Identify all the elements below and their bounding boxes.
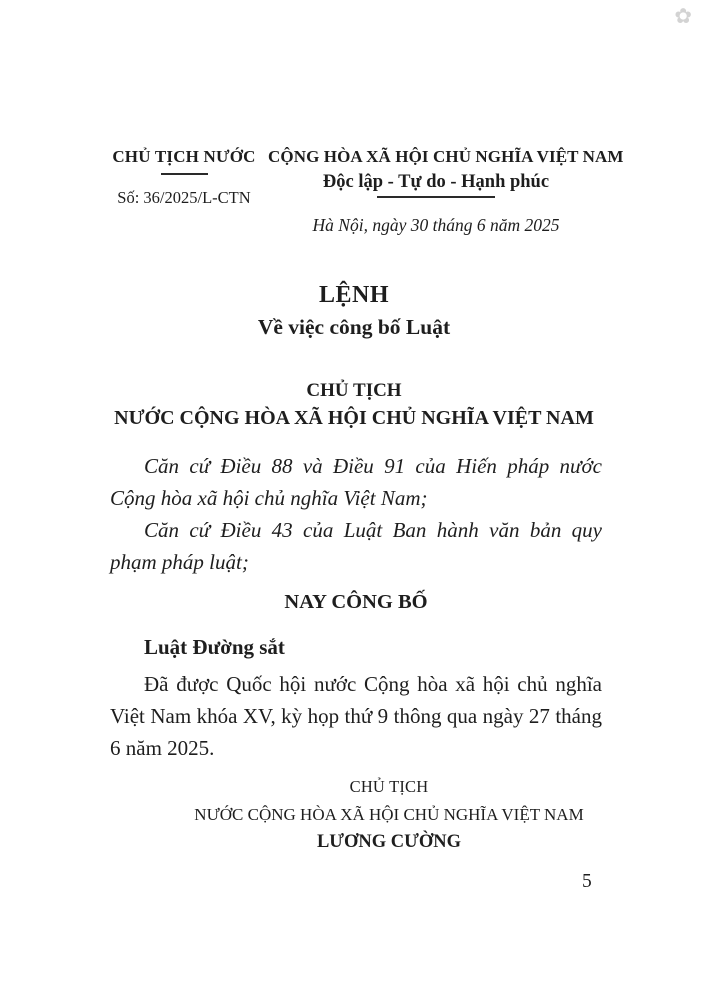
issuer-title: CHỦ TỊCH [306, 380, 402, 401]
national-title: CỘNG HÒA XÃ HỘI CHỦ NGHĨA VIỆT NAM [268, 147, 624, 166]
signature-block [194, 777, 584, 853]
document-number: Số: 36/2025/L-CTN [117, 188, 251, 207]
law-name: Luật Đường sắt [144, 635, 285, 659]
document-body [110, 450, 602, 853]
header-right-block [268, 147, 624, 236]
national-motto: Độc lập - Tự do - Hạnh phúc [322, 172, 550, 192]
passage-paragraph: Đã được Quốc hội nước Cộng hòa xã hội chủ nghĩa Việt Nam khóa XV, kỳ họp thứ 9 thông qua ngày 27 tháng 6 năm 2025. [110, 672, 602, 760]
motto-divider [377, 196, 495, 198]
preamble-paragraph-1: Căn cứ Điều 88 và Điều 91 của Hiến pháp nước Cộng hòa xã hội chủ nghĩa Việt Nam; [110, 454, 602, 510]
title-block [0, 282, 708, 340]
florette-icon: ✿ [674, 4, 692, 28]
authority-divider [161, 173, 208, 175]
signer-name: LƯƠNG CƯỜNG [316, 832, 462, 852]
preamble-paragraph-2: Căn cứ Điều 43 của Luật Ban hành văn bản quy phạm pháp luật; [110, 518, 602, 574]
document-header [0, 0, 708, 236]
signer-country: NƯỚC CỘNG HÒA XÃ HỘI CHỦ NGHĨA VIỆT NAM [194, 805, 584, 824]
issuing-authority: CHỦ TỊCH NƯỚC [112, 147, 256, 166]
promulgation-heading: NAY CÔNG BỐ [284, 591, 428, 613]
document-title: LỆNH [318, 282, 389, 308]
signer-title: CHỦ TỊCH [349, 777, 429, 796]
document-subject: Về việc công bố Luật [257, 315, 451, 339]
issuer-block [0, 380, 708, 430]
header-left-block [110, 147, 258, 236]
issuer-country: NƯỚC CỘNG HÒA XÃ HỘI CHỦ NGHĨA VIỆT NAM [114, 407, 594, 429]
page-number: 5 [582, 871, 592, 892]
place-date: Hà Nội, ngày 30 tháng 6 năm 2025 [312, 215, 560, 235]
